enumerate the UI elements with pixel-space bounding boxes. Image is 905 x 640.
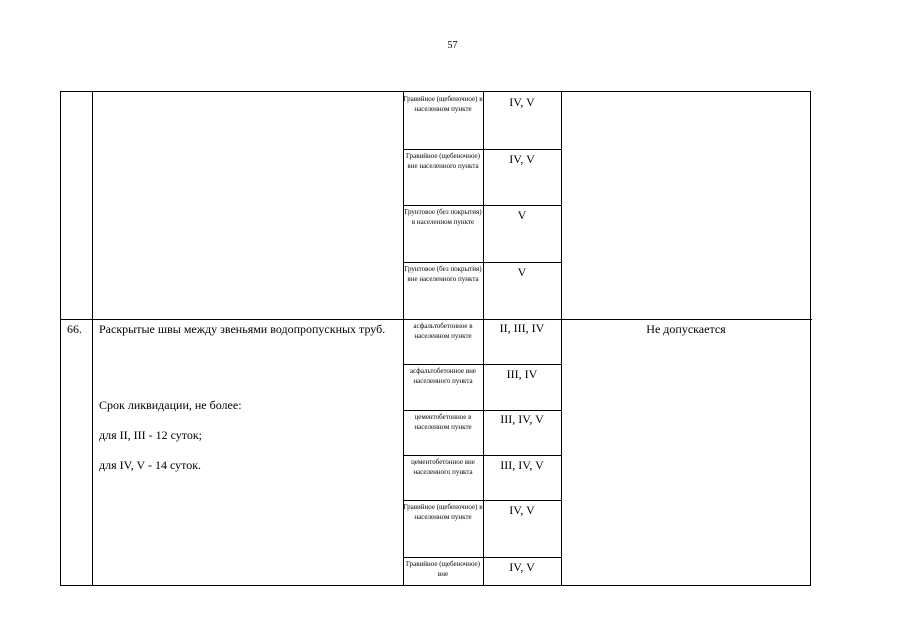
requirements-table [60,91,811,586]
road-category-cell: IV, V [509,503,535,517]
row-divider [403,500,561,501]
column-divider [561,92,562,585]
road-category-cell: II, III, IV [499,321,545,335]
pavement-type-cell: цементобетонное в населенном пункте [414,413,472,431]
road-category-cell: V [517,208,527,222]
road-category-cell: IV, V [509,152,535,166]
pavement-type-cell: Гравийное (щебеночное) в населенном пункте [403,95,483,113]
deadline-title: Срок ликвидации, не более: [99,398,242,412]
road-category-cell: III, IV, V [500,458,544,472]
requirement-text: Не допускается [646,322,726,336]
pavement-type-cell: Грунтовое (без покрытия) в населенном пункте [404,208,482,226]
row-divider [403,149,561,150]
road-category-cell: IV, V [509,95,535,109]
pavement-type-cell: Гравийное (щебеночное) вне населенного пункта [406,152,480,170]
row-divider [403,262,561,263]
column-divider [92,92,93,585]
row-divider [403,455,561,456]
road-category-cell: V [517,265,527,279]
row-divider [403,364,561,365]
pavement-type-cell: Грунтовое (без покрытия) вне населенного пункта [404,265,482,283]
row-divider [403,557,561,558]
pavement-type-cell: асфальтобетонное в населенном пункте [413,322,473,340]
deadline-item: для IV, V - 14 суток. [99,458,202,472]
row-divider [403,205,561,206]
row-number: 66. [67,322,82,336]
pavement-type-cell: Гравийное (щебеночное) вне [406,560,480,578]
deadline-item: для II, III - 12 суток; [99,428,203,442]
defect-description: Раскрытые швы между звеньями водопропускных труб. [99,322,386,336]
pavement-type-cell: Гравийное (щебеночное) в населенном пункте [403,503,483,521]
road-category-cell: IV, V [509,560,535,574]
road-category-cell: III, IV, V [500,412,544,426]
pavement-type-cell: цементобетонное вне населенного пункта [411,458,475,476]
pavement-type-cell: асфальтобетонное вне населенного пункта [409,367,477,385]
page-number: 57 [447,40,458,51]
row-divider [403,410,561,411]
road-category-cell: III, IV [506,367,538,381]
